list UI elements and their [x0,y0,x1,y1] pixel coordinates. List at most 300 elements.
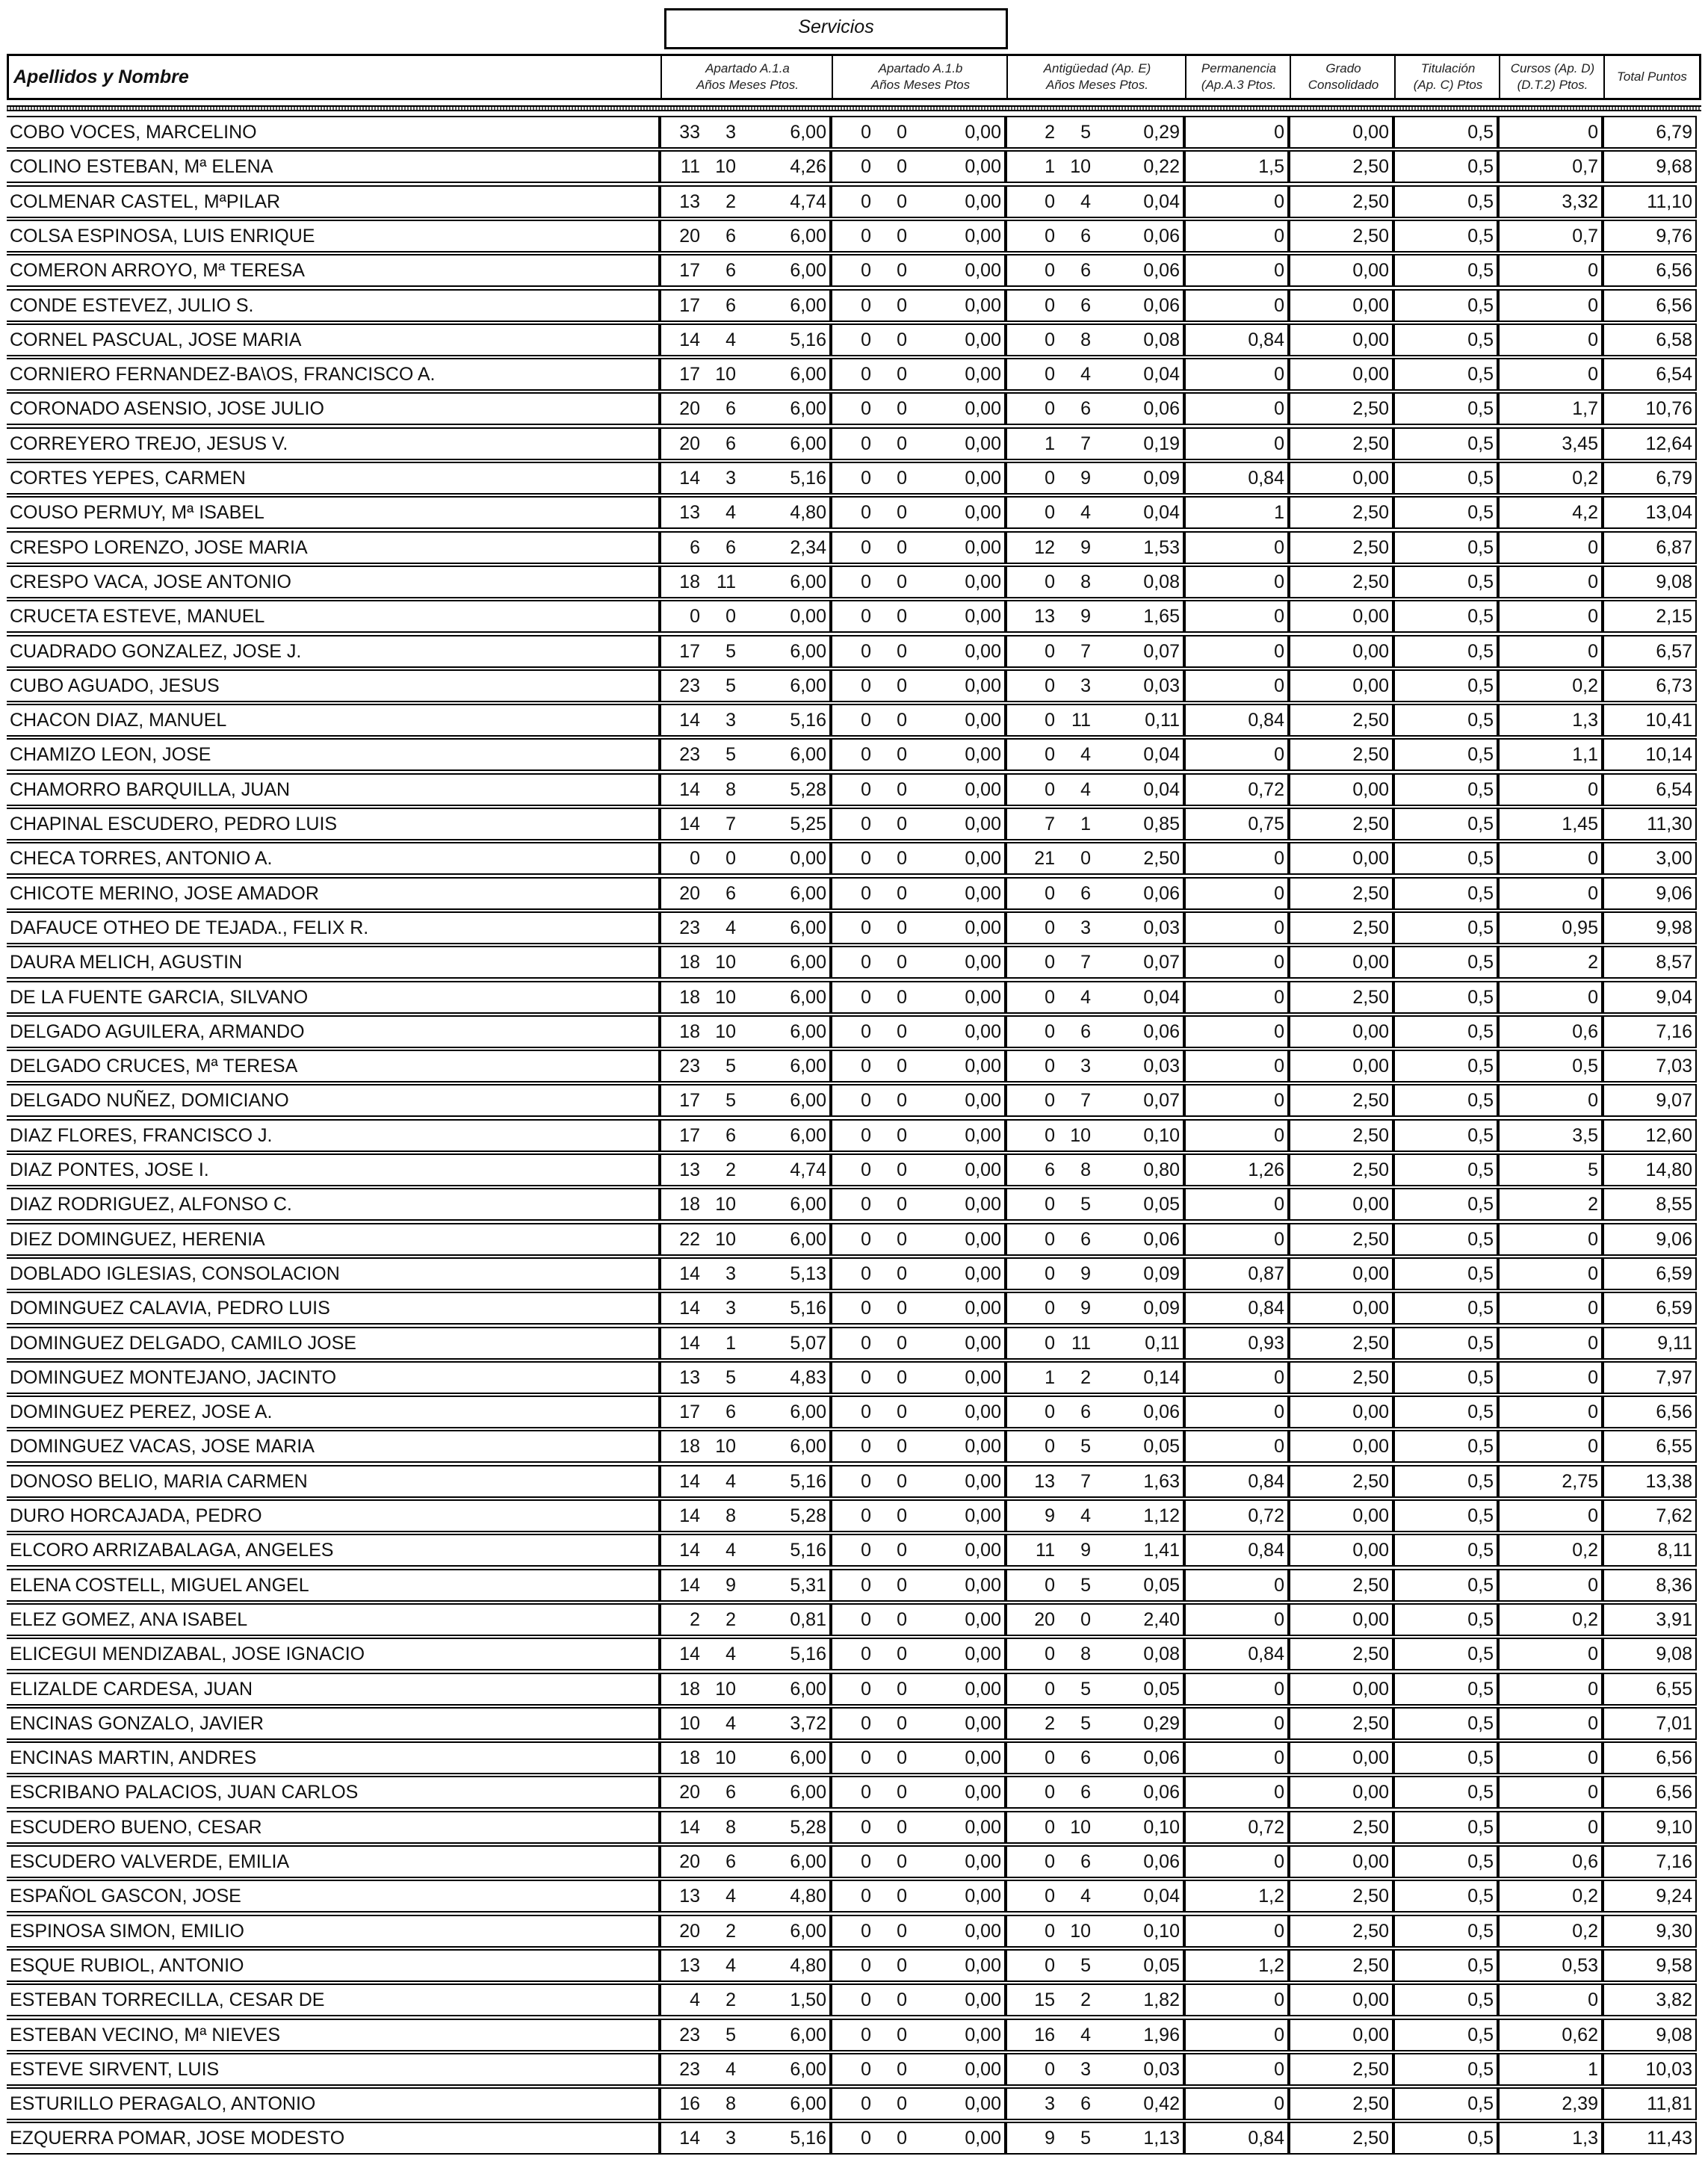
cursos-cell: 0 [1498,323,1603,356]
titulacion-cell: 0,5 [1393,1084,1498,1117]
row-name: CRUCETA ESTEVE, MANUEL [7,600,660,633]
cursos-cell: 0 [1498,981,1603,1014]
col-a1a-ptos: 6,00 [790,1747,826,1769]
col-a1a-ptos: 4,83 [790,1366,826,1388]
cursos-cell: 0 [1498,1638,1603,1670]
col-a1a-ptos: 6,00 [790,398,826,420]
grado-cell: 2,50 [1289,808,1393,840]
cursos-cell: 2 [1498,1188,1603,1221]
col-antiguedad-meses: 8 [1080,1159,1091,1180]
grado-cell: 0,00 [1289,1396,1393,1428]
col-a1a-anos: 20 [679,1782,700,1803]
col-antiguedad-cell [1006,842,1184,875]
col-antiguedad-anos: 0 [1045,675,1055,696]
col-antiguedad-cell [1006,1845,1184,1878]
col-a1a-ptos: 6,00 [790,122,826,143]
col-a1a-ptos: 5,16 [790,1298,826,1319]
cursos-cell: 0 [1498,254,1603,287]
grado-cell: 0,00 [1289,1741,1393,1774]
grado-cell: 0,00 [1289,842,1393,875]
col-a1a-cell [660,220,831,253]
titulacion-cell: 0,5 [1393,1949,1498,1982]
table-row [7,1638,1701,1670]
col-antiguedad-meses: 3 [1080,2058,1091,2080]
row-name: CHAMORRO BARQUILLA, JUAN [7,773,660,806]
col-a1b-meses: 0 [897,1124,907,1146]
total-cell: 6,56 [1603,1396,1697,1428]
col-a1b-cell [831,1050,1006,1083]
col-antiguedad-cell [1006,323,1184,356]
col-a1b-ptos: 0,00 [965,225,1001,247]
col-a1b-cell [831,1776,1006,1809]
col-a1b-meses: 0 [897,1989,907,2011]
col-a1b-meses: 0 [897,1020,907,1042]
permanencia-cell: 0 [1184,254,1289,287]
row-name: ESCUDERO VALVERDE, EMILIA [7,1845,660,1878]
col-antiguedad-anos: 12 [1034,536,1055,558]
col-a1a-anos: 17 [679,1090,700,1112]
row-name: ENCINAS GONZALO, JAVIER [7,1707,660,1740]
grado-cell: 0,00 [1289,116,1393,149]
col-a1b-ptos: 0,00 [965,1851,1001,1872]
col-a1b-cell [831,808,1006,840]
col-a1b-ptos: 0,00 [965,2024,1001,2045]
col-antiguedad-meses: 6 [1080,1747,1091,1769]
col-antiguedad-cell [1006,1361,1184,1394]
col-a1b-ptos: 0,00 [965,814,1001,834]
col-a1a-ptos: 6,00 [790,1782,826,1803]
row-name: COBO VOCES, MARCELINO [7,116,660,149]
table-row [7,323,1701,356]
col-a1b-cell [831,1569,1006,1602]
grado-cell: 2,50 [1289,427,1393,460]
col-a1a-ptos: 5,25 [790,814,826,834]
col-antiguedad-anos: 0 [1045,952,1055,973]
col-antiguedad-cell [1006,1327,1184,1360]
col-antiguedad-cell [1006,1983,1184,2016]
col-a1b-anos: 0 [861,1747,871,1769]
row-name: ESTURILLO PERAGALO, ANTONIO [7,2087,660,2120]
col-antiguedad-meses: 2 [1080,1989,1091,2011]
col-a1b-anos: 0 [861,122,871,143]
col-a1a-meses: 3 [725,2128,736,2149]
col-antiguedad-anos: 0 [1045,882,1055,904]
col-a1a-ptos: 5,28 [790,778,826,800]
col-a1a-anos: 22 [679,1228,700,1250]
col-antiguedad-meses: 6 [1080,1851,1091,1872]
col-a1b-meses: 0 [897,536,907,558]
titulacion-cell: 0,5 [1393,1741,1498,1774]
col-a1b-anos: 0 [861,1366,871,1388]
col-a1a-cell [660,1845,831,1878]
cursos-cell: 0,62 [1498,2019,1603,2051]
col-antiguedad-ptos: 0,06 [1143,260,1180,282]
col-a1a-anos: 14 [679,329,700,350]
col-antiguedad-cell [1006,116,1184,149]
col-a1a-ptos: 6,00 [790,882,826,904]
col-antiguedad-cell [1006,531,1184,564]
col-antiguedad-anos: 9 [1045,1505,1055,1526]
total-cell: 9,68 [1603,150,1697,183]
col-a1a-meses: 3 [725,1298,736,1319]
col-a1a-cell [660,1015,831,1048]
cursos-cell: 0 [1498,1811,1603,1844]
titulacion-cell: 0,5 [1393,635,1498,668]
col-a1a-meses: 4 [725,329,736,350]
col-a1b-ptos: 0,00 [965,1678,1001,1700]
table-row [7,1673,1701,1706]
col-a1a-cell [660,185,831,218]
col-a1a-anos: 0 [690,606,700,628]
permanencia-cell: 0,84 [1184,704,1289,737]
col-total-header: Total Puntos [1617,69,1687,84]
total-cell: 6,79 [1603,462,1697,495]
col-a1b-meses: 0 [897,1402,907,1423]
col-a1a-cell [660,1050,831,1083]
col-titulacion-header: Titulación (Ap. C) Ptos [1413,61,1483,92]
col-antiguedad-meses: 7 [1080,1090,1091,1112]
col-antiguedad-meses: 4 [1080,502,1091,524]
cursos-cell: 2,39 [1498,2087,1603,2120]
grado-cell: 2,50 [1289,1119,1393,1152]
col-a1a-meses: 11 [717,571,736,592]
col-a1a-cell [660,323,831,356]
col-antiguedad-ptos: 0,03 [1143,675,1180,696]
grado-cell: 0,00 [1289,289,1393,322]
cursos-cell: 0 [1498,289,1603,322]
titulacion-cell: 0,5 [1393,773,1498,806]
col-a1b-cell [831,392,1006,425]
col-a1a-meses: 8 [725,1505,736,1526]
row-name: CUBO AGUADO, JESUS [7,669,660,702]
col-a1b-meses: 0 [897,1159,907,1180]
titulacion-cell: 0,5 [1393,1915,1498,1948]
cursos-cell: 0 [1498,1292,1603,1325]
col-a1b-cell [831,1119,1006,1152]
col-a1a-meses: 9 [725,1574,736,1596]
permanencia-cell: 0 [1184,911,1289,944]
col-antiguedad-cell [1006,427,1184,460]
row-name: DE LA FUENTE GARCIA, SILVANO [7,981,660,1014]
col-a1a-meses: 1 [725,1332,736,1354]
permanencia-cell: 0 [1184,358,1289,391]
col-a1b-anos: 0 [861,1402,871,1423]
titulacion-cell: 0,5 [1393,1430,1498,1463]
col-a1b-anos: 0 [861,364,871,385]
col-antiguedad-anos: 20 [1034,1608,1055,1630]
col-antiguedad-ptos: 0,80 [1143,1159,1180,1180]
col-a1b-meses: 0 [897,571,907,592]
col-antiguedad-meses: 11 [1071,710,1091,731]
col-antiguedad-cell [1006,1811,1184,1844]
col-a1a-cell [660,1119,831,1152]
col-antiguedad-cell [1006,1257,1184,1290]
col-antiguedad-anos: 0 [1045,986,1055,1008]
col-a1a-anos: 23 [679,2024,700,2045]
col-a1b-anos: 0 [861,1505,871,1526]
col-antiguedad-meses: 5 [1080,2128,1091,2149]
col-a1a-anos: 13 [679,502,700,524]
row-name: EZQUERRA POMAR, JOSE MODESTO [7,2122,660,2155]
col-a1a-meses: 4 [725,1712,736,1734]
col-antiguedad-meses: 6 [1080,225,1091,247]
col-antiguedad-anos: 0 [1045,1851,1055,1872]
col-a1a-ptos: 6,00 [790,571,826,592]
total-cell: 9,06 [1603,877,1697,910]
col-antiguedad-cell [1006,1430,1184,1463]
col-a1b-anos: 0 [861,710,871,731]
col-antiguedad-meses: 6 [1080,260,1091,282]
col-antiguedad-cell [1006,2122,1184,2155]
cursos-cell: 0,2 [1498,1603,1603,1636]
col-a1a-anos: 18 [679,1436,700,1458]
col-a1b-anos: 0 [861,502,871,524]
cursos-cell: 1,3 [1498,2122,1603,2155]
col-a1b-ptos: 0,00 [965,1366,1001,1388]
col-a1b-cell [831,1015,1006,1048]
col-a1a-cell [660,704,831,737]
col-antiguedad-meses: 1 [1080,814,1091,834]
cursos-cell: 0 [1498,600,1603,633]
col-a1a-anos: 18 [679,1020,700,1042]
col-a1b-cell [831,462,1006,495]
row-name: CHAMIZO LEON, JOSE [7,738,660,771]
permanencia-cell: 0 [1184,2053,1289,2086]
grado-cell: 2,50 [1289,1327,1393,1360]
col-a1b-cell [831,1673,1006,1706]
col-antiguedad-anos: 0 [1045,1228,1055,1250]
col-a1a-anos: 23 [679,675,700,696]
col-a1a-anos: 11 [681,156,700,178]
col-antiguedad-meses: 10 [1070,156,1091,178]
col-a1a-ptos: 6,00 [790,364,826,385]
col-antiguedad-anos: 0 [1045,364,1055,385]
grado-cell: 0,00 [1289,773,1393,806]
table-row [7,1361,1701,1394]
cursos-cell: 0,95 [1498,911,1603,944]
total-cell: 12,64 [1603,427,1697,460]
col-antiguedad-meses: 6 [1080,1228,1091,1250]
col-a1b-cell [831,773,1006,806]
col-a1a-anos: 14 [679,710,700,731]
col-a1a-anos: 18 [679,952,700,973]
cursos-cell: 3,5 [1498,1119,1603,1152]
col-a1a-cell [660,773,831,806]
table-row [7,981,1701,1014]
total-cell: 10,14 [1603,738,1697,771]
permanencia-cell: 0 [1184,1119,1289,1152]
col-a1b-ptos: 0,00 [965,1886,1001,1907]
total-cell: 8,36 [1603,1569,1697,1602]
col-antiguedad-cell [1006,2087,1184,2120]
col-a1b-ptos: 0,00 [965,1159,1001,1180]
col-a1a-anos: 14 [679,778,700,800]
permanencia-cell: 0 [1184,1741,1289,1774]
col-a1b-header: Apartado A.1.b Años Meses Ptos [870,61,971,92]
titulacion-cell: 0,5 [1393,1776,1498,1809]
row-name: ESCUDERO BUENO, CESAR [7,1811,660,1844]
col-a1b-cell [831,1499,1006,1532]
col-a1b-cell [831,704,1006,737]
col-a1a-cell [660,1569,831,1602]
titulacion-cell: 0,5 [1393,531,1498,564]
col-antiguedad-cell [1006,1915,1184,1948]
titulacion-cell: 0,5 [1393,946,1498,979]
col-antiguedad-cell [1006,1499,1184,1532]
row-name: ESTEBAN VECINO, Mª NIEVES [7,2019,660,2051]
col-a1a-cell [660,462,831,495]
col-antiguedad-anos: 0 [1045,1332,1055,1354]
cursos-cell: 3,32 [1498,185,1603,218]
total-cell: 12,60 [1603,1119,1697,1152]
col-antiguedad-anos: 0 [1045,502,1055,524]
col-a1b-cell [831,1707,1006,1740]
cursos-cell: 1,7 [1498,392,1603,425]
total-cell: 9,58 [1603,1949,1697,1982]
grado-cell: 2,50 [1289,220,1393,253]
col-a1a-ptos: 4,74 [790,1159,826,1180]
cursos-cell: 0 [1498,1776,1603,1809]
total-cell: 6,58 [1603,323,1697,356]
col-cursos-header: Cursos (Ap. D) (D.T.2) Ptos. [1510,61,1595,92]
col-a1a-anos: 10 [679,1712,700,1734]
col-a1a-cell [660,1915,831,1948]
cursos-cell: 0,53 [1498,1949,1603,1982]
col-a1b-ptos: 0,00 [965,675,1001,696]
col-a1b-ptos: 0,00 [965,398,1001,420]
total-cell: 8,11 [1603,1534,1697,1567]
col-antiguedad-meses: 5 [1080,1954,1091,1976]
col-antiguedad-ptos: 0,05 [1143,1954,1180,1976]
table-row [7,289,1701,322]
total-cell: 6,56 [1603,1776,1697,1809]
col-antiguedad-ptos: 1,65 [1143,606,1180,628]
col-a1a-anos: 18 [679,1678,700,1700]
permanencia-cell: 0,84 [1184,1465,1289,1498]
permanencia-cell: 0,72 [1184,773,1289,806]
col-a1a-ptos: 6,00 [790,2058,826,2080]
col-a1b-meses: 0 [897,122,907,143]
grado-cell: 0,00 [1289,1257,1393,1290]
titulacion-cell: 0,5 [1393,1119,1498,1152]
col-a1a-cell [660,1188,831,1221]
col-antiguedad-meses: 4 [1080,744,1091,766]
col-a1a-cell [660,1465,831,1498]
col-a1b-ptos: 0,00 [965,606,1001,628]
col-a1a-cell [660,1292,831,1325]
permanencia-cell: 1,2 [1184,1880,1289,1913]
col-antiguedad-cell [1006,1396,1184,1428]
col-antiguedad-cell [1006,185,1184,218]
col-a1b-meses: 0 [897,1644,907,1665]
col-a1b-anos: 0 [861,1574,871,1596]
col-a1b-cell [831,116,1006,149]
col-a1a-meses: 2 [725,1920,736,1942]
col-a1b-ptos: 0,00 [965,329,1001,350]
table-row [7,1776,1701,1809]
row-name: DURO HORCAJADA, PEDRO [7,1499,660,1532]
col-antiguedad-cell [1006,220,1184,253]
col-a1b-meses: 0 [897,502,907,524]
permanencia-cell: 0 [1184,877,1289,910]
cursos-cell: 0 [1498,1327,1603,1360]
col-antiguedad-anos: 0 [1045,2058,1055,2080]
col-a1a-ptos: 5,28 [790,1505,826,1526]
cursos-cell: 0 [1498,1257,1603,1290]
col-antiguedad-ptos: 0,06 [1143,294,1180,316]
col-a1b-cell [831,1327,1006,1360]
col-a1b-ptos: 0,00 [965,1989,1001,2011]
total-cell: 3,91 [1603,1603,1697,1636]
col-a1a-meses: 6 [725,1402,736,1423]
col-antiguedad-ptos: 0,08 [1143,1644,1180,1665]
cursos-cell: 0 [1498,1499,1603,1532]
col-antiguedad-anos: 0 [1045,778,1055,800]
col-antiguedad-cell [1006,1949,1184,1982]
col-a1b-anos: 0 [861,1782,871,1803]
grado-cell: 0,00 [1289,635,1393,668]
col-a1a-anos: 14 [679,468,700,489]
table-row [7,1153,1701,1186]
permanencia-cell: 0,72 [1184,1499,1289,1532]
col-a1a-ptos: 5,07 [790,1332,826,1354]
cursos-cell: 0 [1498,635,1603,668]
titulacion-cell: 0,5 [1393,1361,1498,1394]
total-cell: 6,59 [1603,1257,1697,1290]
table-row [7,1603,1701,1636]
col-antiguedad-ptos: 0,04 [1143,502,1180,524]
grado-cell: 2,50 [1289,150,1393,183]
col-antiguedad-ptos: 0,07 [1143,1090,1180,1112]
col-antiguedad-anos: 15 [1034,1989,1055,2011]
row-name: CHECA TORRES, ANTONIO A. [7,842,660,875]
grado-cell: 2,50 [1289,1465,1393,1498]
col-a1b-ptos: 0,00 [965,778,1001,800]
col-a1b-cell [831,842,1006,875]
titulacion-cell: 0,5 [1393,1292,1498,1325]
col-a1a-anos: 14 [679,1644,700,1665]
permanencia-cell: 0 [1184,946,1289,979]
titulacion-cell: 0,5 [1393,704,1498,737]
col-a1b-ptos: 0,00 [965,2128,1001,2149]
col-antiguedad-ptos: 0,04 [1143,1886,1180,1907]
col-antiguedad-meses: 7 [1080,640,1091,662]
col-a1b-anos: 0 [861,1090,871,1112]
col-a1a-meses: 6 [725,225,736,247]
col-antiguedad-meses: 3 [1080,917,1091,938]
col-a1b-ptos: 0,00 [965,156,1001,178]
row-name: ENCINAS MARTIN, ANDRES [7,1741,660,1774]
col-a1a-anos: 17 [679,1402,700,1423]
col-antiguedad-meses: 5 [1080,1574,1091,1596]
cursos-cell: 0 [1498,566,1603,598]
grado-cell: 2,50 [1289,911,1393,944]
col-a1a-cell [660,808,831,840]
col-antiguedad-cell [1006,462,1184,495]
col-a1b-ptos: 0,00 [965,1920,1001,1942]
col-a1a-anos: 17 [679,364,700,385]
col-antiguedad-ptos: 0,06 [1143,882,1180,904]
col-a1a-anos: 14 [679,1298,700,1319]
table-row [7,1430,1701,1463]
col-antiguedad-ptos: 1,96 [1143,2024,1180,2045]
col-a1b-cell [831,1361,1006,1394]
row-name: ELICEGUI MENDIZABAL, JOSE IGNACIO [7,1638,660,1670]
col-a1a-meses: 5 [725,2024,736,2045]
table-row [7,1223,1701,1256]
table-row [7,738,1701,771]
col-a1a-cell [660,1084,831,1117]
